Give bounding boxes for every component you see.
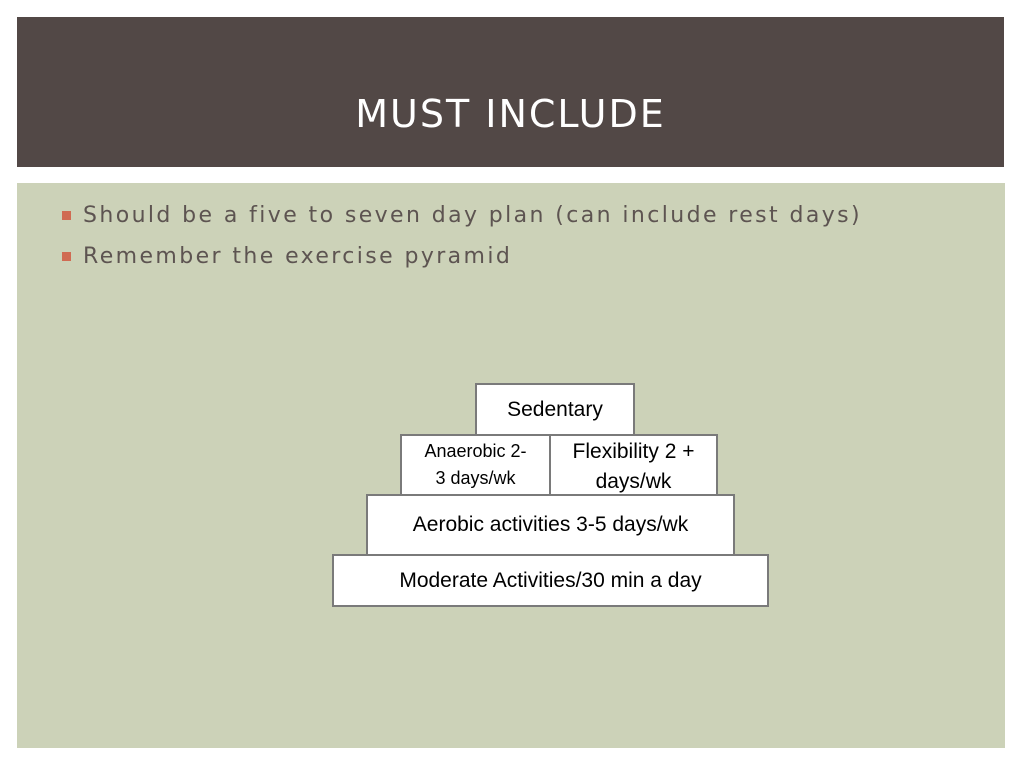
bullet-text: Should be a five to seven day plan (can include rest days): [83, 203, 862, 228]
pyramid-anaerobic-box: [400, 434, 551, 496]
pyramid-sedentary-box: [475, 383, 635, 436]
bullet-square-icon: [62, 211, 71, 220]
pyramid-moderate-label: Moderate Activities/30 min a day: [399, 568, 702, 592]
pyramid-flexibility-line2: days/wk: [595, 470, 672, 493]
bullet-square-icon: [62, 252, 71, 261]
pyramid-flexibility-line1: Flexibility 2 +: [572, 440, 695, 463]
pyramid-anaerobic-line2: 3 days/wk: [435, 468, 516, 488]
bullet-item: [62, 244, 862, 285]
bullet-list: [62, 203, 862, 285]
bullet-text: Remember the exercise pyramid: [83, 244, 513, 269]
pyramid-anaerobic-line1: Anaerobic 2-: [424, 441, 527, 461]
slide-title: MUST INCLUDE: [355, 92, 666, 136]
bullet-item: [62, 203, 862, 244]
title-bar: [17, 17, 1004, 167]
pyramid-aerobic-box: [366, 494, 735, 556]
pyramid-moderate-box: [332, 554, 769, 607]
pyramid-flexibility-box: [549, 434, 718, 496]
pyramid-aerobic-label: Aerobic activities 3-5 days/wk: [412, 513, 689, 536]
pyramid-sedentary-label: Sedentary: [507, 397, 603, 421]
